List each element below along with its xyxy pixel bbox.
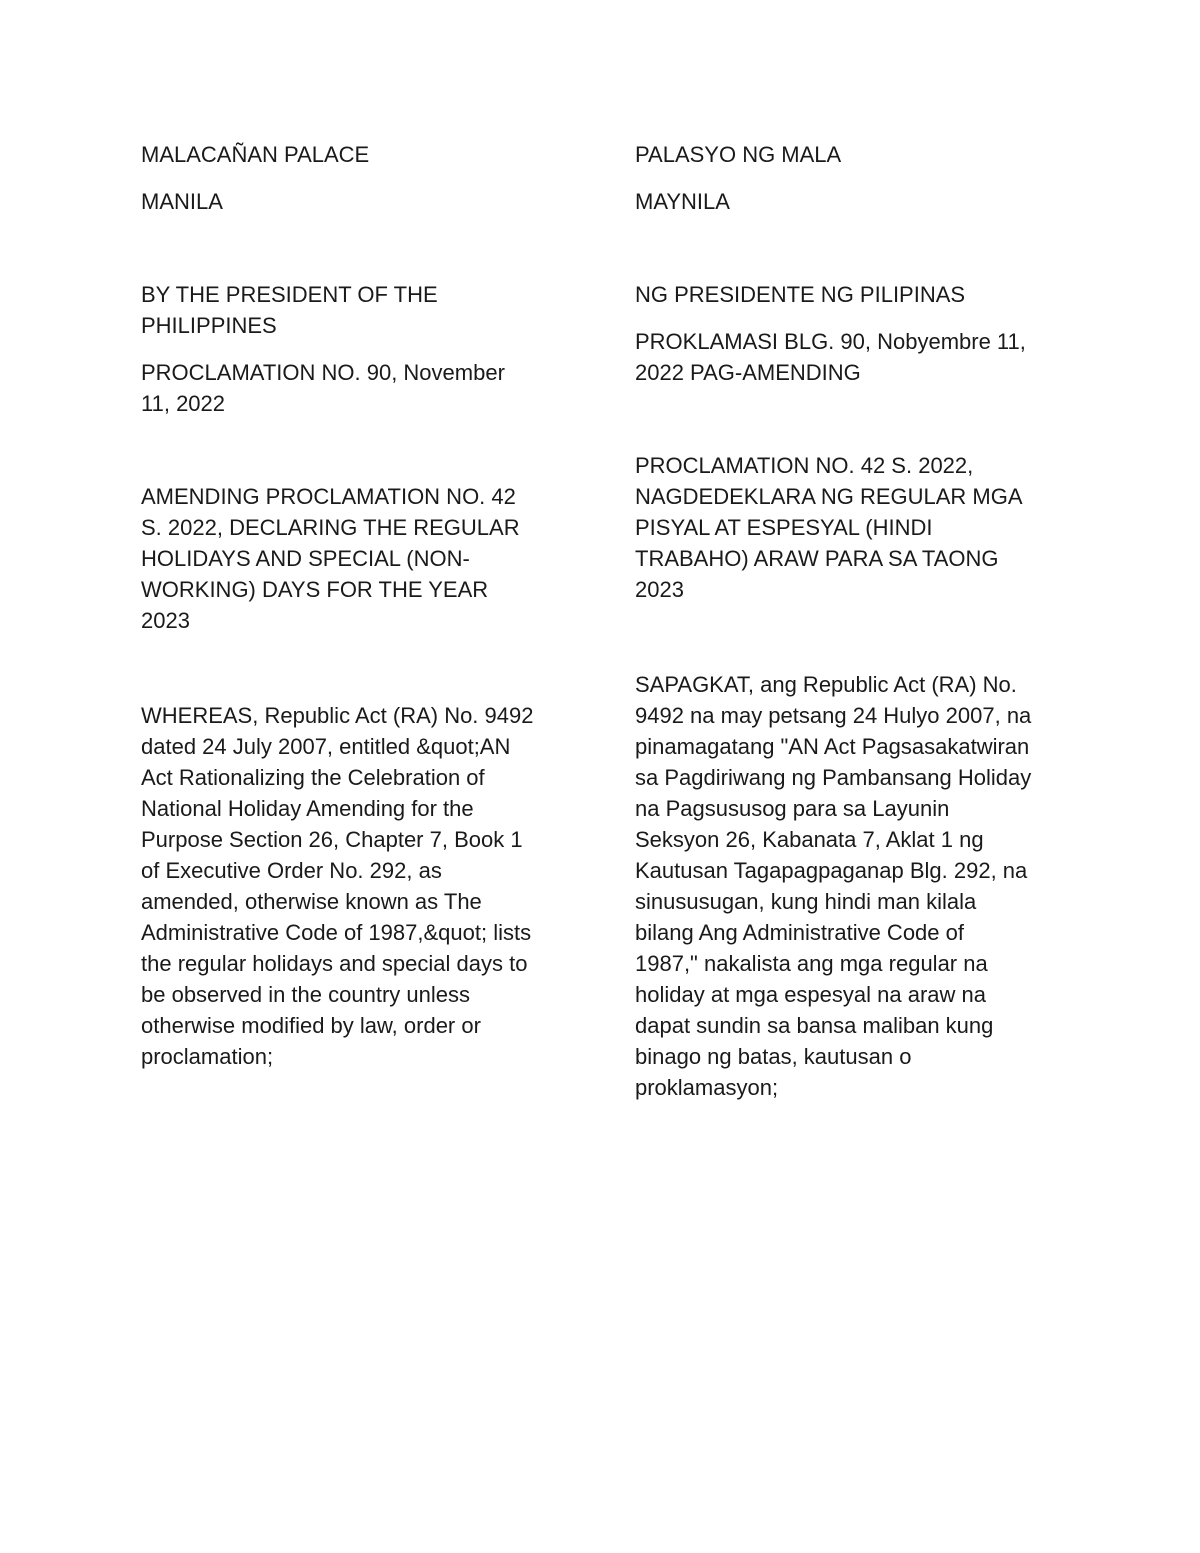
proclamation-number: PROCLAMATION NO. 90, November 11, 2022 bbox=[141, 360, 505, 416]
whereas-paragraph: SAPAGKAT, ang Republic Act (RA) No. 9492 na may petsang 24 Hulyo 2007, na pinamagatang "AN Act Pagsasakatwiran sa Pagdiriwang ng Pambansang Holiday na Pagsususog para sa Layunin Seksyon 26, Kabanata 7, Aklat 1 ng Kautusan Tagapagpaganap Blg. 292, na sinususugan, kung hindi man kilala bilang Ang Administrative Code of 1987," nakalista ang mga regular na holiday at mga espesyal na araw na dapat sundin sa bansa maliban kung binago ng batas, kautusan o proklamasyon; bbox=[635, 672, 1032, 1100]
whereas-paragraph: WHEREAS, Republic Act (RA) No. 9492 dated 24 July 2007, entitled &quot;AN Act Rationalizing the Celebration of National Holiday Amending for the Purpose Section 26, Chapter 7, Book 1 of Executive Order No. 292, as amended, otherwise known as The Administrative Code of 1987,&quot; lists the regular holidays and special days to be observed in the country unless otherwise modified by law, order or proclamation; bbox=[141, 703, 534, 1069]
city-heading: MAYNILA bbox=[635, 189, 730, 214]
by-president-heading: NG PRESIDENTE NG PILIPINAS bbox=[635, 282, 966, 307]
palace-heading: PALASYO NG MALA bbox=[635, 142, 842, 167]
proclamation-title: PROCLAMATION NO. 42 S. 2022, NAGDEDEKLARA NG REGULAR MGA PISYAL AT ESPESYAL (HINDI TRABAHO) ARAW PARA SA TAONG 2023 bbox=[635, 453, 1023, 602]
by-president-heading: BY THE PRESIDENT OF THE PHILIPPINES bbox=[141, 282, 438, 338]
proclamation-number: PROKLAMASI BLG. 90, Nobyembre 11, 2022 PAG-AMENDING bbox=[635, 329, 1026, 385]
palace-heading: MALACAÑAN PALACE bbox=[141, 142, 370, 167]
proclamation-title: AMENDING PROCLAMATION NO. 42 S. 2022, DECLARING THE REGULAR HOLIDAYS AND SPECIAL (NON- WORKING) DAYS FOR THE YEAR 2023 bbox=[141, 484, 520, 633]
city-heading: MANILA bbox=[141, 189, 223, 214]
